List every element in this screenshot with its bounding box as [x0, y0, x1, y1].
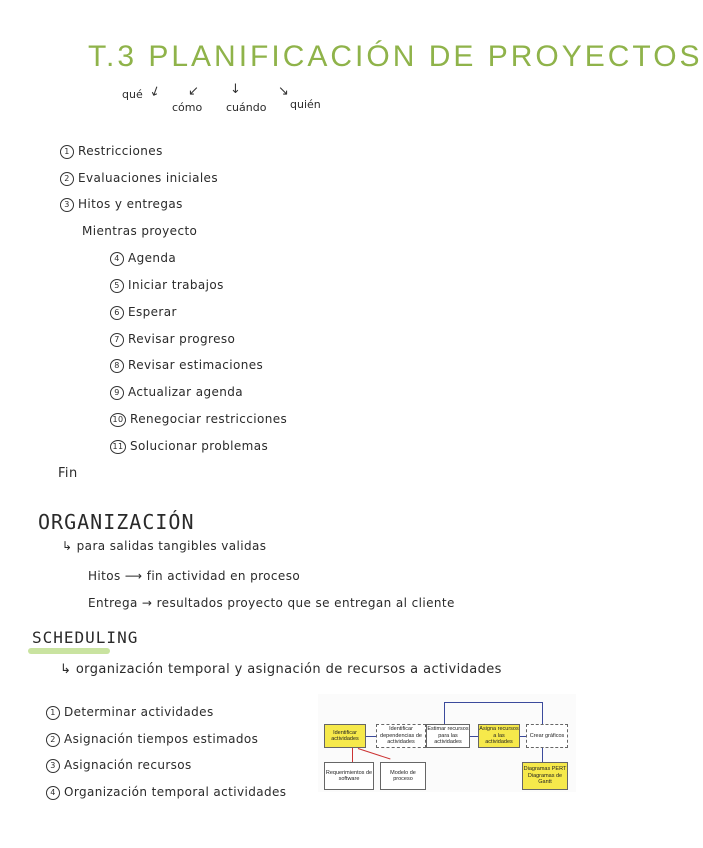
page-title: T.3 PLANIFICACIÓN DE PROYECTOS [88, 40, 703, 73]
number-circle: 8 [110, 359, 124, 373]
organizacion-sub: ↳ para salidas tangibles validas [62, 539, 267, 553]
scheduling-diagram [318, 694, 576, 792]
section-heading-organizacion: ORGANIZACIÓN [38, 510, 195, 534]
number-circle: 4 [46, 786, 60, 800]
number-circle: 3 [60, 198, 74, 212]
list-item-text: Revisar progreso [128, 332, 236, 346]
list-item [110, 412, 287, 427]
number-circle: 2 [60, 172, 74, 186]
list-item-text: Determinar actividades [64, 705, 214, 719]
diagram-box: Asigna recursos a las actividades [478, 724, 520, 748]
number-circle: 6 [110, 306, 124, 320]
list-item-text: Restricciones [78, 144, 163, 158]
number-circle: 9 [110, 386, 124, 400]
diagram-box: Identificar dependencias de actividades [376, 724, 426, 748]
list-item [46, 785, 286, 800]
number-circle: 4 [110, 252, 124, 266]
list-item-text: Esperar [128, 305, 177, 319]
connector-line [358, 748, 391, 759]
list-item [110, 332, 235, 347]
connector-line [542, 746, 543, 762]
list-item-text: Agenda [128, 251, 177, 265]
number-circle: 2 [46, 733, 60, 747]
number-circle: 3 [46, 759, 60, 773]
question-word: quién [290, 98, 321, 111]
list-item [46, 758, 192, 773]
number-circle: 1 [46, 706, 60, 720]
diagram-box: Diagramas PERT Diagramas de Gantt [522, 762, 568, 790]
list-item [110, 385, 243, 400]
connector-line [444, 702, 542, 703]
arrow-icon: ↓ [230, 82, 241, 97]
fin-label: Fin [58, 466, 78, 481]
list-item [110, 251, 176, 266]
list-item-text: Renegociar restricciones [130, 412, 288, 426]
diagram-box: Identificar actividades [324, 724, 366, 748]
organizacion-entrega: Entrega → resultados proyecto que se entregan al cliente [88, 596, 455, 610]
number-circle: 5 [110, 279, 124, 293]
list-item-text: Asignación tiempos estimados [64, 732, 259, 746]
mientras-label: Mientras proyecto [82, 224, 198, 238]
question-word: cuándo [226, 101, 267, 114]
list-item [60, 144, 163, 159]
list-item-text: Iniciar trabajos [128, 278, 224, 292]
diagram-box: Requerimientos de software [324, 762, 374, 790]
section-heading-scheduling: SCHEDULING [32, 628, 139, 647]
list-item [110, 439, 268, 454]
list-item-text: Evaluaciones iniciales [78, 171, 218, 185]
number-circle: 11 [110, 440, 126, 454]
question-word: cómo [172, 101, 203, 114]
diagram-box: Modelo de proceso [380, 762, 426, 790]
question-word: qué [122, 88, 143, 101]
connector-line [444, 702, 445, 724]
diagram-box: Crear gráficos [526, 724, 568, 748]
list-item-text: Revisar estimaciones [128, 358, 264, 372]
list-item-text: Organización temporal actividades [64, 785, 287, 799]
number-circle: 1 [60, 145, 74, 159]
arrow-icon: ↘ [278, 84, 289, 99]
list-item-text: Solucionar problemas [130, 439, 269, 453]
number-circle: 10 [110, 413, 126, 427]
list-item [110, 305, 177, 320]
diagram-box: Estimar recursos para las actividades [426, 724, 470, 748]
list-item [60, 171, 218, 186]
connector-line [352, 748, 353, 762]
list-item-text: Asignación recursos [64, 758, 192, 772]
arrow-icon: ↙ [188, 84, 199, 99]
list-item [110, 358, 263, 373]
connector-line [542, 702, 543, 724]
list-item-text: Hitos y entregas [78, 197, 183, 211]
scheduling-sub: ↳ organización temporal y asignación de recursos a actividades [60, 662, 502, 677]
organizacion-hitos: Hitos ⟶ fin actividad en proceso [88, 569, 301, 583]
arrow-icon: ↙ [147, 82, 164, 101]
list-item [110, 278, 224, 293]
list-item-text: Actualizar agenda [128, 385, 244, 399]
number-circle: 7 [110, 333, 124, 347]
heading-highlight [28, 648, 110, 654]
list-item [60, 197, 183, 212]
list-item [46, 705, 214, 720]
list-item [46, 732, 258, 747]
